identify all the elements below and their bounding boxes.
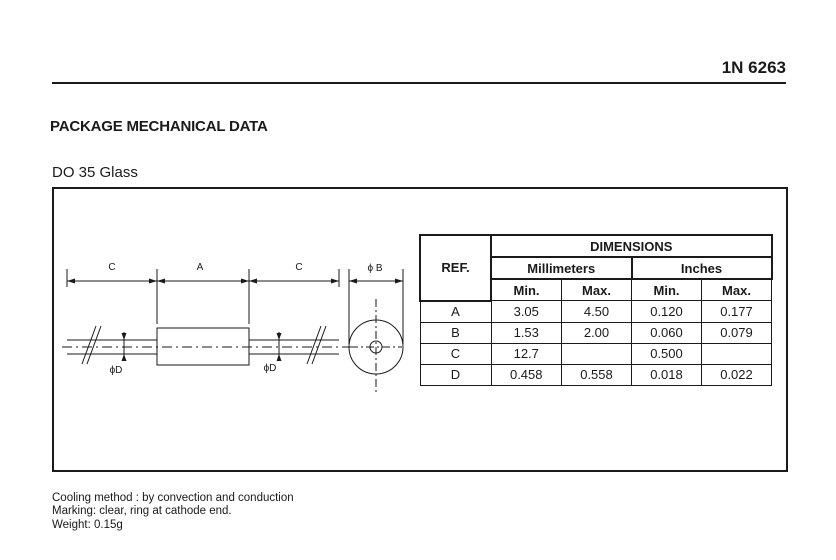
in-min-cell: 0.120: [632, 301, 702, 323]
in-max-cell: 0.079: [702, 322, 772, 343]
in-max-cell: [702, 343, 772, 364]
mm-max-cell: 4.50: [562, 301, 632, 323]
in-max-cell: 0.177: [702, 301, 772, 323]
arrow-a-end: [241, 279, 249, 284]
header-rule: [52, 82, 786, 84]
part-number: 1N 6263: [721, 58, 786, 77]
label-c-left: C: [108, 262, 116, 273]
arrow-c-left-end: [149, 279, 157, 284]
arrow-c-right-end: [331, 279, 339, 284]
dimensions-header: DIMENSIONS: [491, 235, 772, 257]
arrow-d-left-bottom: [122, 354, 127, 361]
millimeters-header: Millimeters: [491, 257, 632, 279]
table-row: [420, 301, 772, 323]
label-diam-b: ϕ B: [367, 263, 383, 274]
arrow-c-left-start: [67, 279, 75, 284]
mm-max-cell: 2.00: [562, 322, 632, 343]
weight-note: Weight: 0.15g: [52, 518, 123, 531]
arrow-b-end: [395, 279, 403, 284]
arrow-c-right-start: [249, 279, 257, 284]
mm-max-cell: [562, 343, 632, 364]
mm-min-header: Min.: [491, 279, 562, 301]
arrow-b-start: [349, 279, 357, 284]
arrow-d-right-bottom: [277, 354, 282, 361]
in-min-cell: 0.500: [632, 343, 702, 364]
in-min-header: Min.: [632, 279, 702, 301]
label-c-right: C: [295, 262, 303, 273]
mm-max-header: Max.: [562, 279, 632, 301]
ref-cell: B: [420, 322, 491, 343]
mm-max-cell: 0.558: [562, 364, 632, 385]
notes-block: [52, 492, 294, 532]
ref-cell: C: [420, 343, 491, 364]
table-row: [420, 322, 772, 343]
ref-header: REF.: [420, 235, 491, 301]
ref-cell: A: [420, 301, 491, 323]
in-max-cell: 0.022: [702, 364, 772, 385]
arrow-a-start: [157, 279, 165, 284]
mm-min-cell: 12.7: [491, 343, 562, 364]
table-row: [420, 343, 772, 364]
in-min-cell: 0.060: [632, 322, 702, 343]
arrow-d-right-top: [277, 333, 282, 340]
ref-cell: D: [420, 364, 491, 385]
marking-note: Marking: clear, ring at cathode end.: [52, 505, 232, 518]
package-drawing-frame: [52, 187, 788, 472]
mm-min-cell: 0.458: [491, 364, 562, 385]
in-min-cell: 0.018: [632, 364, 702, 385]
label-diam-d-left: ϕD: [109, 365, 123, 376]
table-row: [420, 364, 772, 385]
mm-min-cell: 3.05: [491, 301, 562, 323]
cooling-note: Cooling method : by convection and conduction: [52, 492, 294, 504]
section-title: PACKAGE MECHANICAL DATA: [50, 118, 268, 135]
mm-min-cell: 1.53: [491, 322, 562, 343]
dimensions-table: [419, 234, 773, 386]
label-a: A: [196, 262, 204, 273]
inches-header: Inches: [632, 257, 772, 279]
in-max-header: Max.: [702, 279, 772, 301]
label-diam-d-right: ϕD: [263, 363, 277, 374]
arrow-d-left-top: [122, 333, 127, 340]
package-name: DO 35 Glass: [52, 164, 138, 181]
